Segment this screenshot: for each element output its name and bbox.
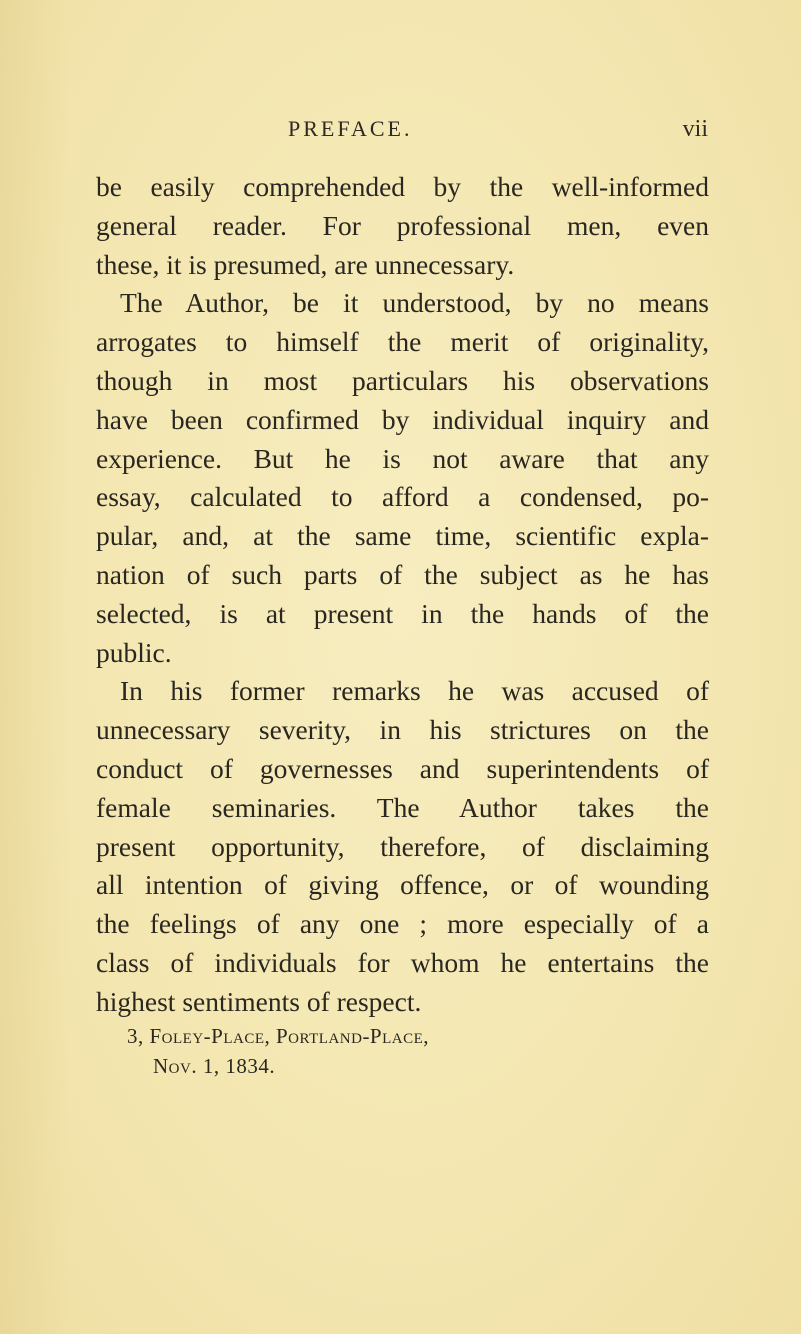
text-line: selected, is at present in the hands of the xyxy=(96,597,709,629)
text-line: female seminaries. The Author takes the xyxy=(96,791,709,823)
text-line: nation of such parts of the subject as he has xyxy=(96,558,709,590)
running-title: PREFACE. xyxy=(288,116,413,141)
text-line: pular, and, at the same time, scientific expla- xyxy=(96,520,709,552)
text-line: In his former remarks he was accused of xyxy=(120,675,709,707)
text-line: though in most particulars his observations xyxy=(96,364,709,396)
text-line: have been confirmed by individual inquiry and xyxy=(96,403,709,435)
text-line: essay, calculated to afford a condensed, po- xyxy=(96,481,709,513)
text-line: The Author, be it understood, by no means xyxy=(120,287,709,319)
text-line: public. xyxy=(96,636,172,668)
text-line: class of individuals for whom he entertains the xyxy=(96,946,709,978)
text-line: the feelings of any one ; more especially of a xyxy=(96,908,709,940)
text-line: conduct of governesses and superintendents of xyxy=(96,752,709,784)
page-header xyxy=(288,116,708,146)
text-line: unnecessary severity, in his strictures on the xyxy=(96,714,709,746)
signature-address: 3, Foley-Place, Portland-Place, xyxy=(127,1024,430,1048)
page-number: vii xyxy=(682,116,708,142)
signature-date: Nov. 1, 1834. xyxy=(153,1054,276,1078)
text-line: highest sentiments of respect. xyxy=(96,985,422,1017)
preface-text xyxy=(96,168,709,1022)
text-line: general reader. For professional men, even xyxy=(96,209,709,241)
signature-block xyxy=(127,1021,429,1081)
text-line: experience. But he is not aware that any xyxy=(96,442,709,474)
text-line: all intention of giving offence, or of wounding xyxy=(96,869,709,901)
text-line: arrogates to himself the merit of originality, xyxy=(96,326,709,358)
text-line: be easily comprehended by the well-informed xyxy=(96,171,709,202)
text-line: present opportunity, therefore, of disclaiming xyxy=(96,830,709,862)
page-gutter-shadow xyxy=(0,0,70,1334)
text-line: these, it is presumed, are unnecessary. xyxy=(96,248,515,280)
